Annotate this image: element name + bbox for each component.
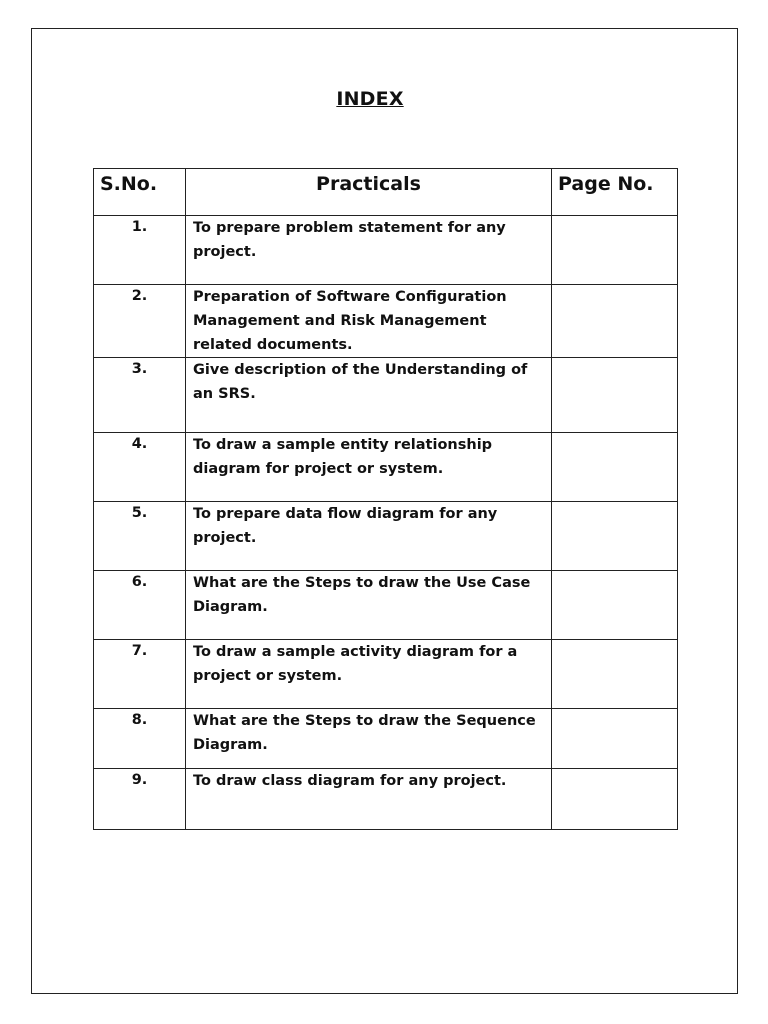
row-sno: 5. <box>94 502 186 571</box>
table-row <box>94 769 678 830</box>
table-row <box>94 502 678 571</box>
page-title: INDEX <box>336 88 404 110</box>
table-row <box>94 640 678 709</box>
row-page-no <box>552 285 678 358</box>
row-practical: To draw a sample activity diagram for a project or system. <box>186 640 552 709</box>
row-practical: What are the Steps to draw the Sequence Diagram. <box>186 709 552 769</box>
row-page-no <box>552 358 678 433</box>
header-sno: S.No. <box>94 169 186 216</box>
row-practical: To draw a sample entity relationship diagram for project or system. <box>186 433 552 502</box>
row-page-no <box>552 769 678 830</box>
row-practical: Give description of the Understanding of an SRS. <box>186 358 552 433</box>
row-sno: 7. <box>94 640 186 709</box>
table-header-row <box>94 169 678 216</box>
table-row <box>94 433 678 502</box>
table-row <box>94 358 678 433</box>
row-sno: 9. <box>94 769 186 830</box>
row-page-no <box>552 433 678 502</box>
row-practical: To draw class diagram for any project. <box>186 769 552 830</box>
row-practical: What are the Steps to draw the Use Case Diagram. <box>186 571 552 640</box>
row-page-no <box>552 709 678 769</box>
row-sno: 1. <box>94 216 186 285</box>
row-page-no <box>552 502 678 571</box>
row-sno: 2. <box>94 285 186 358</box>
header-page-no: Page No. <box>552 169 678 216</box>
table-row <box>94 571 678 640</box>
row-page-no <box>552 216 678 285</box>
row-sno: 3. <box>94 358 186 433</box>
index-table <box>93 168 678 830</box>
row-practical: To prepare data flow diagram for any project. <box>186 502 552 571</box>
table-row <box>94 285 678 358</box>
table-row <box>94 709 678 769</box>
row-page-no <box>552 640 678 709</box>
header-practicals: Practicals <box>186 169 552 216</box>
row-page-no <box>552 571 678 640</box>
row-sno: 8. <box>94 709 186 769</box>
row-practical: Preparation of Software Configuration Management and Risk Management related documents. <box>186 285 552 358</box>
row-practical: To prepare problem statement for any project. <box>186 216 552 285</box>
table-row <box>94 216 678 285</box>
row-sno: 4. <box>94 433 186 502</box>
row-sno: 6. <box>94 571 186 640</box>
